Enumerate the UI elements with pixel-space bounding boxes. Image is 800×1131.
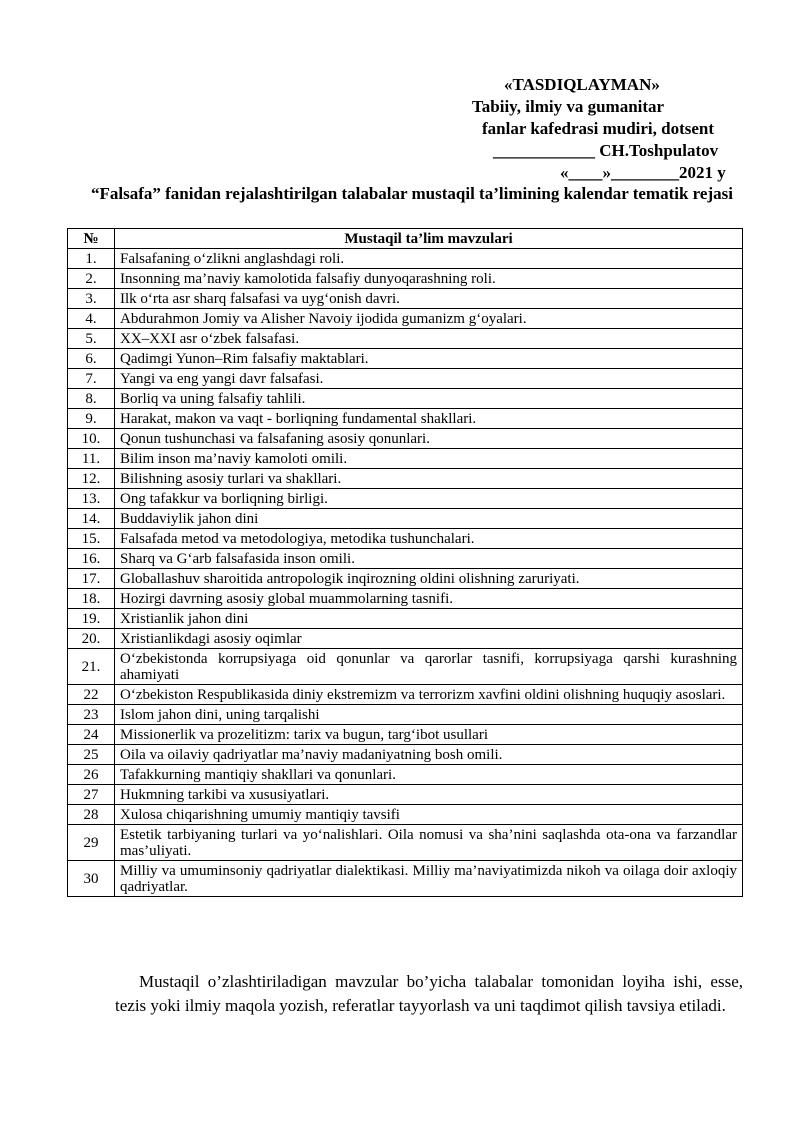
row-topic: Harakat, makon va vaqt - borliqning fundamental shakllari. (115, 409, 743, 429)
row-topic: Oila va oilaviy qadriyatlar ma’naviy madaniyatning bosh omili. (115, 745, 743, 765)
table-row (68, 785, 743, 805)
table-row (68, 765, 743, 785)
row-number: 29 (68, 825, 115, 861)
row-topic: Ilk o‘rta asr sharq falsafasi va uyg‘onish davri. (115, 289, 743, 309)
row-number: 9. (68, 409, 115, 429)
row-topic: Tafakkurning mantiqiy shakllari va qonunlari. (115, 765, 743, 785)
table-row (68, 629, 743, 649)
row-topic: Ong tafakkur va borliqning birligi. (115, 489, 743, 509)
table-row (68, 725, 743, 745)
table-row (68, 549, 743, 569)
row-number: 16. (68, 549, 115, 569)
table-row (68, 861, 743, 897)
row-number: 12. (68, 469, 115, 489)
table-row (68, 309, 743, 329)
approval-department-line2: fanlar kafedrasi mudiri, dotsent (482, 119, 715, 138)
row-number: 30 (68, 861, 115, 897)
table-row (68, 589, 743, 609)
header-number: № (68, 229, 115, 249)
row-topic: Falsafada metod va metodologiya, metodika tushunchalari. (115, 529, 743, 549)
row-topic: Estetik tarbiyaning turlari va yo‘nalishlari. Oila nomusi va sha’nini saqlashda ota-ona va farzandlar mas’uliyati. (115, 825, 743, 861)
row-topic: O‘zbekistonda korrupsiyaga oid qonunlar va qarorlar tasnifi, korrupsiyaga qarshi kurashning ahamiyati (115, 649, 743, 685)
closing-note: Mustaqil o’zlashtiriladigan mavzular bo’yicha talabalar tomonidan loyiha ishi, esse, tezis yoki ilmiy maqola yozish, referatlar tayyorlash va uni taqdimot qilish tavsiya etiladi. (115, 972, 743, 1015)
row-topic: Hozirgi davrning asosiy global muammolarning tasnifi. (115, 589, 743, 609)
row-number: 8. (68, 389, 115, 409)
row-topic: Falsafaning o‘zlikni anglashdagi roli. (115, 249, 743, 269)
row-number: 7. (68, 369, 115, 389)
row-topic: Hukmning tarkibi va xususiyatlari. (115, 785, 743, 805)
row-topic: Qadimgi Yunon–Rim falsafiy maktablari. (115, 349, 743, 369)
row-number: 20. (68, 629, 115, 649)
row-topic: Globallashuv sharoitida antropologik inqirozning oldini olishning zaruriyati. (115, 569, 743, 589)
row-topic: Milliy va umuminsoniy qadriyatlar dialektikasi. Milliy ma’naviyatimizda nikoh va oilaga doir axloqiy qadriyatlar. (115, 861, 743, 897)
approval-heading: «TASDIQLAYMAN» (504, 75, 660, 94)
approval-signature: ____________ CH.Toshpulatov (493, 141, 719, 160)
row-number: 28 (68, 805, 115, 825)
row-number: 25 (68, 745, 115, 765)
row-topic: Sharq va G‘arb falsafasida inson omili. (115, 549, 743, 569)
row-topic: Qonun tushunchasi va falsafaning asosiy qonunlari. (115, 429, 743, 449)
table-row (68, 649, 743, 685)
row-number: 2. (68, 269, 115, 289)
row-topic: Islom jahon dini, uning tarqalishi (115, 705, 743, 725)
table-row (68, 529, 743, 549)
table-header-row (68, 229, 743, 249)
table-row (68, 289, 743, 309)
table-row (68, 609, 743, 629)
table-row (68, 509, 743, 529)
row-number: 19. (68, 609, 115, 629)
row-number: 23 (68, 705, 115, 725)
row-topic: O‘zbekiston Respublikasida diniy ekstremizm va terrorizm xavfini oldini olishning huquqiy asoslari. (115, 685, 743, 705)
document-title: “Falsafa” fanidan rejalashtirilgan talabalar mustaqil ta’limining kalendar tematik rejasi (91, 184, 733, 203)
table-row (68, 705, 743, 725)
table-row (68, 449, 743, 469)
row-number: 21. (68, 649, 115, 685)
header-topic: Mustaqil ta’lim mavzulari (115, 229, 743, 249)
row-topic: XX–XXI asr o‘zbek falsafasi. (115, 329, 743, 349)
row-topic: Bilim inson ma’naviy kamoloti omili. (115, 449, 743, 469)
approval-date: «____»________2021 y (560, 163, 726, 182)
row-topic: Xulosa chiqarishning umumiy mantiqiy tavsifi (115, 805, 743, 825)
row-topic: Borliq va uning falsafiy tahlili. (115, 389, 743, 409)
row-topic: Abdurahmon Jomiy va Alisher Navoiy ijodida gumanizm g‘oyalari. (115, 309, 743, 329)
row-number: 18. (68, 589, 115, 609)
row-number: 1. (68, 249, 115, 269)
row-number: 4. (68, 309, 115, 329)
table-row (68, 389, 743, 409)
row-number: 14. (68, 509, 115, 529)
row-topic: Buddaviylik jahon dini (115, 509, 743, 529)
row-topic: Xristianlik jahon dini (115, 609, 743, 629)
table-row (68, 409, 743, 429)
approval-department-line1: Tabiiy, ilmiy va gumanitar (472, 97, 665, 116)
table-row (68, 469, 743, 489)
table-row (68, 349, 743, 369)
row-number: 26 (68, 765, 115, 785)
row-number: 17. (68, 569, 115, 589)
row-number: 5. (68, 329, 115, 349)
table-row (68, 269, 743, 289)
table-row (68, 489, 743, 509)
table-row (68, 569, 743, 589)
row-number: 22 (68, 685, 115, 705)
table-row (68, 685, 743, 705)
table-row (68, 825, 743, 861)
table-row (68, 369, 743, 389)
table-row (68, 249, 743, 269)
row-topic: Bilishning asosiy turlari va shakllari. (115, 469, 743, 489)
table-row (68, 805, 743, 825)
row-number: 27 (68, 785, 115, 805)
row-number: 10. (68, 429, 115, 449)
table-row (68, 329, 743, 349)
row-number: 3. (68, 289, 115, 309)
row-number: 6. (68, 349, 115, 369)
row-topic: Xristianlikdagi asosiy oqimlar (115, 629, 743, 649)
table-row (68, 745, 743, 765)
row-topic: Insonning ma’naviy kamolotida falsafiy dunyoqarashning roli. (115, 269, 743, 289)
topics-table (67, 228, 743, 897)
row-number: 24 (68, 725, 115, 745)
table-row (68, 429, 743, 449)
row-number: 13. (68, 489, 115, 509)
row-topic: Missionerlik va prozelitizm: tarix va bugun, targ‘ibot usullari (115, 725, 743, 745)
row-number: 11. (68, 449, 115, 469)
table-body (68, 249, 743, 897)
row-number: 15. (68, 529, 115, 549)
row-topic: Yangi va eng yangi davr falsafasi. (115, 369, 743, 389)
